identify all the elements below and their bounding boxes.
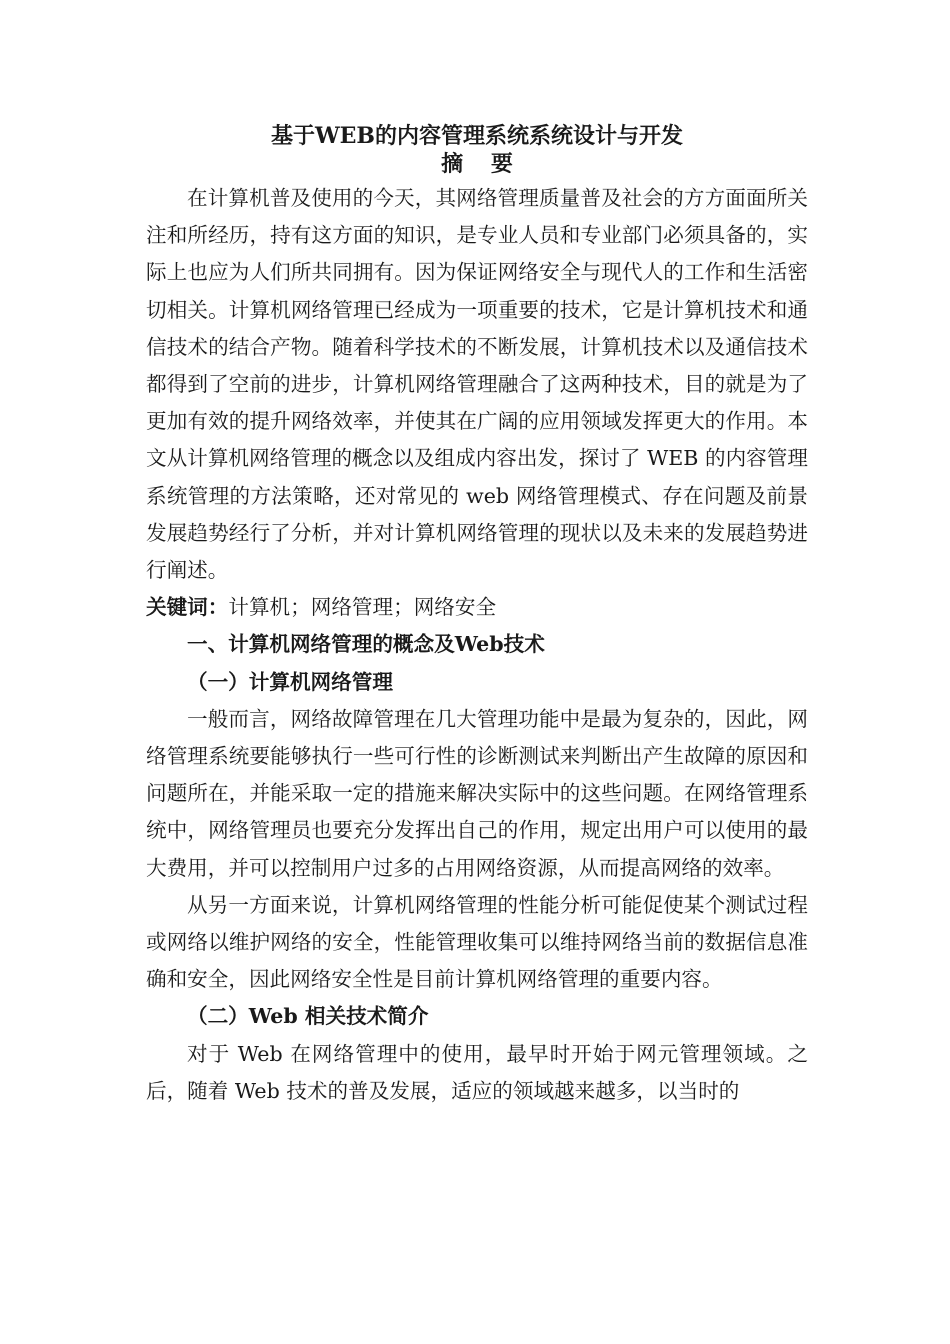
section-heading-1: 一、计算机网络管理的概念及Web技术 [187,632,545,657]
keywords-text: 计算机；网络管理；网络安全 [228,595,497,620]
abstract-heading: 摘 要 [441,151,523,177]
body-paragraph-3: 对于 Web 在网络管理中的使用，最早时开始于网元管理领域。之后，随着 Web 技术的普及发展，适应的领域越来越多，以当时的 [146,1041,808,1103]
subsection-heading-2: （二）Web 相关技术简介 [187,1004,429,1029]
body-paragraph-1: 一般而言，网络故障管理在几大管理功能中是最为复杂的，因此，网络管理系统要能够执行一些可行性的诊断测试来判断出产生故障的原因和问题所在，并能采取一定的措施来解决实际中的这些问题。在网络管理系统中，网络管理员也要充分发挥出自己的作用，规定出用户可以使用的最大费用，并可以控制用户过多的占用网络资源，从而提高网络的效率。 [146,706,808,880]
body-paragraph-2: 从另一方面来说，计算机网络管理的性能分析可能促使某个测试过程或网络以维护网络的安全，性能管理收集可以维持网络当前的数据信息准确和安全，因此网络安全性是目前计算机网络管理的重要内容。 [146,892,808,992]
subsection-heading-1: （一）计算机网络管理 [187,669,393,694]
abstract-paragraph: 在计算机普及使用的今天，其网络管理质量普及社会的方方面面所关注和所经历，持有这方面的知识，是专业人员和专业部门必须具备的，实际上也应为人们所共同拥有。因为保证网络安全与现代人的工作和生活密切相关。计算机网络管理已经成为一项重要的技术，它是计算机技术和通信技术的结合产物。随着科学技术的不断发展，计算机技术以及通信技术都得到了空前的进步，计算机网络管理融合了这两种技术，目的就是为了更加有效的提升网络效率，并使其在广阔的应用领域发挥更大的作用。本文从计算机网络管理的概念以及组成内容出发，探讨了 WEB 的内容管理系统管理的方法策略，还对常见的 web 网络管理模式、存在问题及前景发展趋势经行了分析，并对计算机网络管理的现状以及未来的发展趋势进行阐述。 [146,186,808,583]
document-title: 基于WEB的内容管理系统系统设计与开发 [270,123,684,149]
keywords-line [146,589,808,626]
keywords-label: 关键词： [146,595,229,620]
